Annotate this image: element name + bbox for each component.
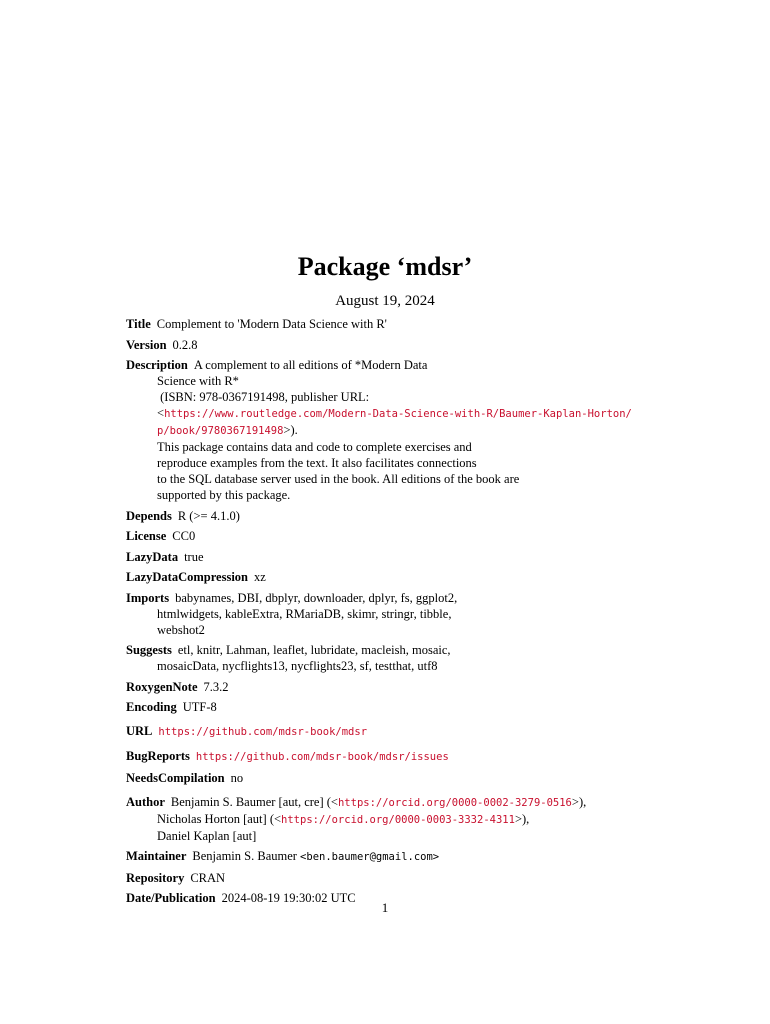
field-label: Title <box>126 317 151 331</box>
field-label: Imports <box>126 590 170 605</box>
field-label: URL <box>126 724 153 738</box>
field-license <box>126 528 666 544</box>
field-maintainer: Maintainer Benjamin S. Baumer <ben.baumer@gmail.com> <box>126 849 440 863</box>
description-line: (ISBN: 978-0367191498, publisher URL: <box>160 390 370 404</box>
field-roxygennote <box>126 679 666 695</box>
field-label: Repository <box>126 870 185 885</box>
field-encoding <box>126 699 666 715</box>
field-version <box>126 337 666 353</box>
field-depends <box>126 508 666 524</box>
field-bugreports <box>126 748 666 765</box>
field-label: BugReports <box>126 749 190 763</box>
field-imports: Imports babynames, DBI, dbplyr, downloader, dplyr, fs, ggplot2, htmlwidgets, kableExtra, RMariaDB, skimr, stringr, tibble, webshot2 <box>126 590 458 637</box>
field-needscompilation <box>126 770 666 786</box>
publisher-link-cont[interactable]: p/book/9780367191498 <box>157 425 284 437</box>
field-repository <box>126 870 666 886</box>
page-number: 1 <box>381 900 389 915</box>
field-label: LazyDataCompression <box>126 570 248 584</box>
field-value: 7.3.2 <box>203 679 229 694</box>
field-label: Date/Publication <box>126 891 216 905</box>
field-label: Author <box>126 794 165 809</box>
field-value: UTF-8 <box>182 700 217 714</box>
field-value: CC0 <box>172 529 196 543</box>
field-lazydata <box>126 549 666 565</box>
description-line: reproduce examples from the text. It also facilitates connections <box>157 456 477 470</box>
field-description <box>126 357 666 503</box>
page-title: Package ‘mdsr’ <box>297 252 473 281</box>
issues-link[interactable]: https://github.com/mdsr-book/mdsr/issues <box>195 751 449 763</box>
field-label: Depends <box>126 508 172 523</box>
field-label: LazyData <box>126 549 179 564</box>
field-label: RoxygenNote <box>126 679 198 694</box>
field-label: Suggests <box>126 643 172 657</box>
field-value: true <box>184 549 204 564</box>
field-label: Description <box>126 358 188 372</box>
github-link[interactable]: https://github.com/mdsr-book/mdsr <box>158 726 368 738</box>
description-line: This package contains data and code to complete exercises and <box>157 440 472 454</box>
orcid-link-baumer[interactable]: https://orcid.org/0000-0002-3279-0516 <box>337 796 572 809</box>
field-label: Maintainer <box>126 849 187 863</box>
field-suggests: Suggests etl, knitr, Lahman, leaflet, lubridate, macleish, mosaic, mosaicData, nycflights13, nycflights23, sf, testthat, utf8 <box>126 643 451 673</box>
description-line: to the SQL database server used in the book. All editions of the book are <box>157 472 520 486</box>
field-value: xz <box>254 570 266 584</box>
field-value: R (>= 4.1.0) <box>177 508 240 523</box>
field-value: 2024-08-19 19:30:02 UTC <box>221 891 356 905</box>
publisher-link[interactable]: https://www.routledge.com/Modern-Data-Science-with-R/Baumer-Kaplan-Horton/ <box>164 408 632 420</box>
field-author: Author Benjamin S. Baumer [aut, cre] (<https://orcid.org/0000-0002-3279-0516>), Nicholas Horton [aut] (<https://orcid.org/0000-0003-3332-4311>), Daniel Kaplan [aut] <box>126 794 587 843</box>
field-lazydatacompression <box>126 569 666 585</box>
field-value: no <box>230 770 244 785</box>
document-date: August 19, 2024 <box>335 293 435 309</box>
field-value: 0.2.8 <box>172 337 198 352</box>
field-label: Version <box>126 337 167 352</box>
maintainer-email: <ben.baumer@gmail.com> <box>300 851 440 863</box>
field-value: Complement to 'Modern Data Science with R' <box>156 317 387 331</box>
description-url-line: <https://www.routledge.com/Modern-Data-Science-with-R/Baumer-Kaplan-Horton/ <box>157 406 632 420</box>
field-label: Encoding <box>126 700 177 714</box>
field-label: License <box>126 529 167 543</box>
description-line: Science with R* <box>157 374 239 388</box>
field-url <box>126 723 666 740</box>
field-title <box>126 316 666 332</box>
field-label: NeedsCompilation <box>126 770 225 785</box>
description-fields <box>126 316 666 911</box>
description-url-line: p/book/9780367191498>). <box>157 423 298 437</box>
field-value: CRAN <box>190 870 226 885</box>
description-line: A complement to all editions of *Modern Data <box>193 358 428 372</box>
orcid-link-horton[interactable]: https://orcid.org/0000-0003-3332-4311 <box>281 813 515 826</box>
description-line: supported by this package. <box>157 488 291 502</box>
